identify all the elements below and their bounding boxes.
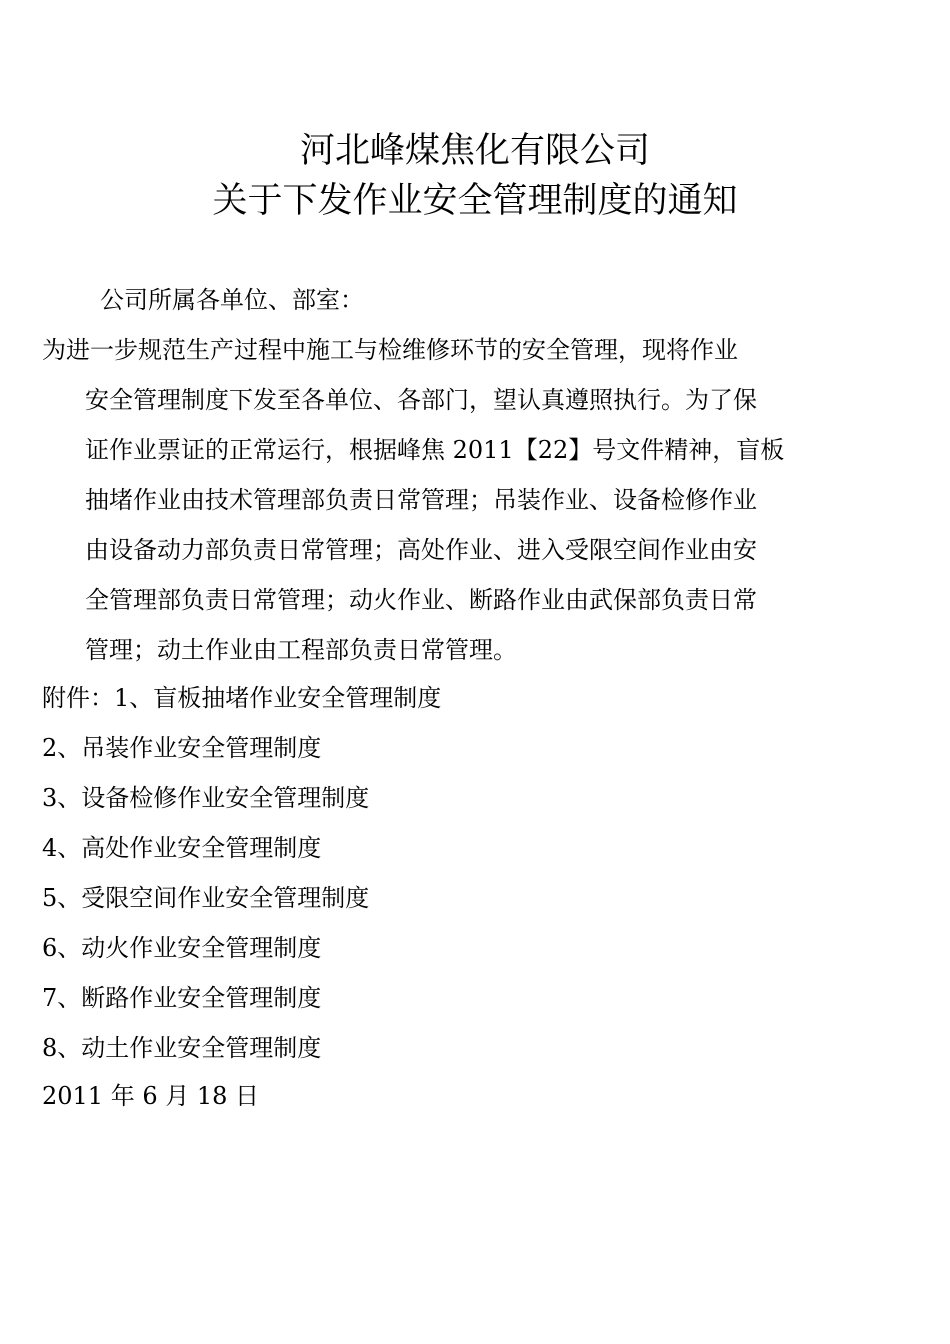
body-line: 全管理部负责日常管理；动火作业、断路作业由武保部负责日常 bbox=[85, 586, 757, 614]
document-date: 2011 年 6 月 18 日 bbox=[42, 1082, 260, 1110]
attachment-item: 5、受限空间作业安全管理制度 bbox=[42, 884, 370, 912]
attachment-item: 4、高处作业安全管理制度 bbox=[42, 834, 322, 862]
body-line: 抽堵作业由技术管理部负责日常管理；吊装作业、设备检修作业 bbox=[85, 486, 757, 514]
attachments-heading: 附件：1、盲板抽堵作业安全管理制度 bbox=[42, 684, 442, 712]
attachment-item: 6、动火作业安全管理制度 bbox=[42, 934, 322, 962]
body-line: 由设备动力部负责日常管理；高处作业、进入受限空间作业由安 bbox=[85, 536, 757, 564]
attachment-item: 7、断路作业安全管理制度 bbox=[42, 984, 322, 1012]
notice-title: 关于下发作业安全管理制度的通知 bbox=[212, 181, 738, 221]
attachment-item: 2、吊装作业安全管理制度 bbox=[42, 734, 322, 762]
body-line: 管理；动土作业由工程部负责日常管理。 bbox=[85, 636, 517, 664]
company-title: 河北峰煤焦化有限公司 bbox=[299, 131, 650, 171]
salutation: 公司所属各单位、部室： bbox=[100, 286, 364, 314]
attachment-item: 8、动土作业安全管理制度 bbox=[42, 1034, 322, 1062]
body-line: 证作业票证的正常运行，根据峰焦 2011【22】号文件精神，盲板 bbox=[85, 436, 785, 464]
body-line: 为进一步规范生产过程中施工与检维修环节的安全管理，现将作业 bbox=[42, 336, 738, 364]
attachment-item: 3、设备检修作业安全管理制度 bbox=[42, 784, 370, 812]
body-line: 安全管理制度下发至各单位、各部门，望认真遵照执行。为了保 bbox=[85, 386, 757, 414]
